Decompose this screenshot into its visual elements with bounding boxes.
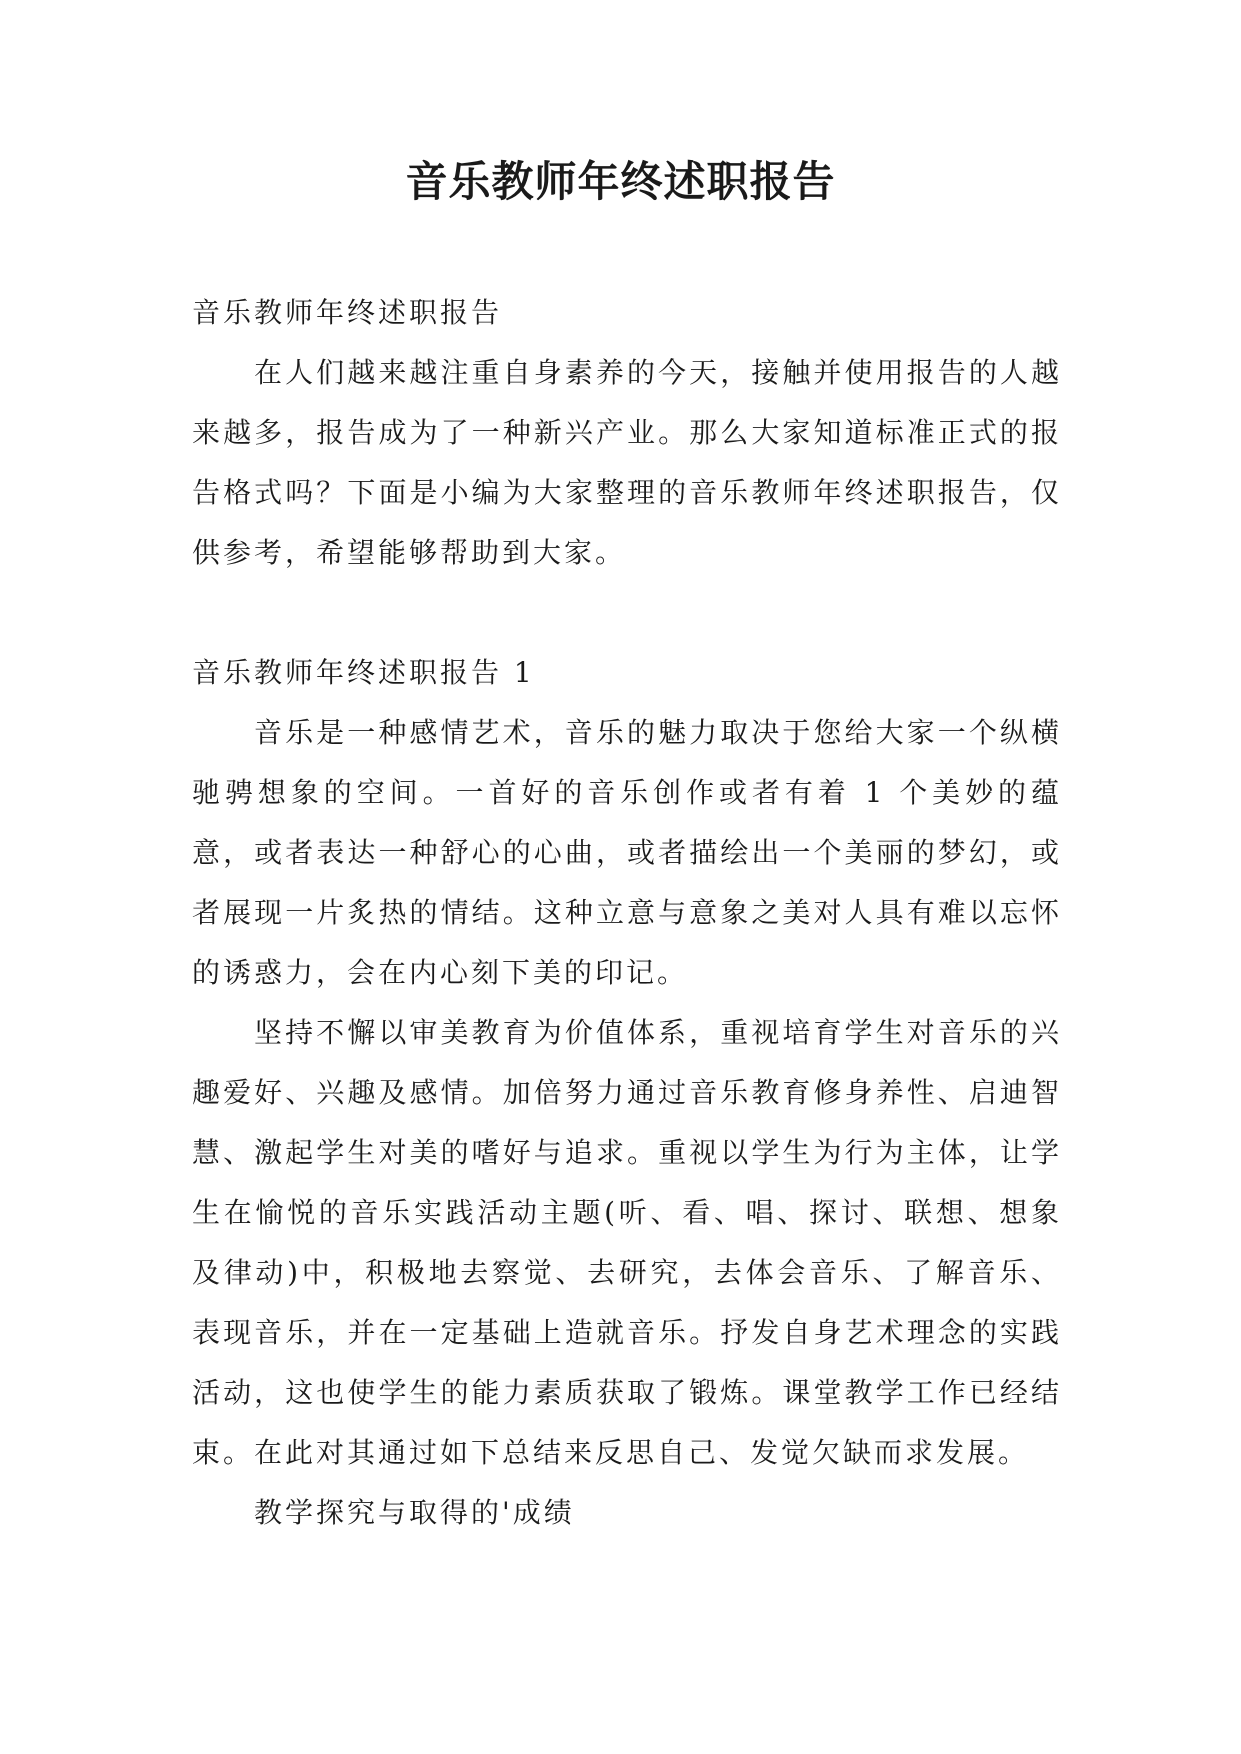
document-title: 音乐教师年终述职报告 [405,157,836,206]
document-body [192,283,1062,1543]
section1-paragraph-1: 音乐是一种感情艺术，音乐的魅力取决于您给大家一个纵横驰骋想象的空间。一首好的音乐创作或者有着 1 个美妙的蕴意，或者表达一种舒心的心曲，或者描绘出一个美丽的梦幻，或者展现一片炙热的情结。这种立意与意象之美对人具有难以忘怀的诱惑力，会在内心刻下美的印记。 [192,716,1062,989]
section1-heading: 音乐教师年终述职报告 1 [192,656,535,689]
section1-subheading: 教学探究与取得的'成绩 [254,1496,575,1529]
intro-heading: 音乐教师年终述职报告 [192,296,503,329]
section1-paragraph-2: 坚持不懈以审美教育为价值体系，重视培育学生对音乐的兴趣爱好、兴趣及感情。加倍努力通过音乐教育修身养性、启迪智慧、激起学生对美的嗜好与追求。重视以学生为行为主体，让学生在愉悦的音乐实践活动主题(听、看、唱、探讨、联想、想象及律动)中，积极地去察觉、去研究，去体会音乐、了解音乐、表现音乐，并在一定基础上造就音乐。抒发自身艺术理念的实践活动，这也使学生的能力素质获取了锻炼。课堂教学工作已经结束。在此对其通过如下总结来反思自己、发觉欠缺而求发展。 [192,1016,1062,1469]
intro-paragraph: 在人们越来越注重自身素养的今天，接触并使用报告的人越来越多，报告成为了一种新兴产业。那么大家知道标准正式的报告格式吗？下面是小编为大家整理的音乐教师年终述职报告，仅供参考，希望能够帮助到大家。 [192,356,1062,569]
paragraph-spacer [192,583,1062,643]
